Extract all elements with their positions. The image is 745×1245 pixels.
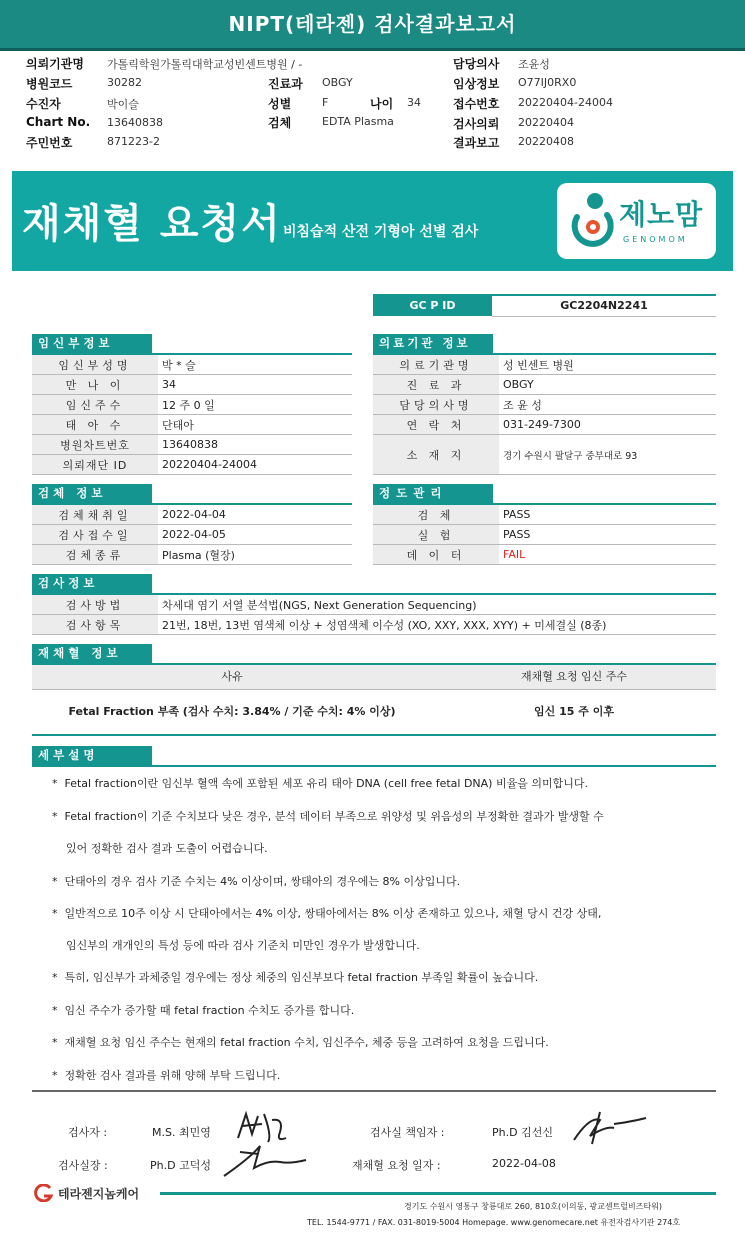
row-value: 20220404-24004 (158, 455, 352, 475)
header-label: 의뢰기관명 (26, 57, 84, 71)
detail-line: * 일반적으로 10주 이상 시 단태아에서는 4% 이상, 쌍태아에서는 8% 이상 존재하고 있으나, 채혈 당시 건강 상태, (52, 907, 602, 920)
genomom-logo-icon (567, 191, 615, 249)
row-value: 성 빈센트 병원 (499, 355, 716, 375)
redraw-weeks: 임신 15 주 이후 (534, 705, 614, 718)
genomom-logo (557, 183, 716, 259)
row-value: 031-249-7300 (499, 415, 716, 435)
report-title: NIPT(테라젠) 검사결과보고서 (0, 0, 745, 51)
section-title: 정도관리 (373, 484, 493, 503)
lab-head-label: 검사실 책임자 : (370, 1126, 445, 1139)
header-value: 20220408 (518, 135, 574, 148)
table-row (32, 595, 716, 615)
row-label: 실 험 (373, 525, 499, 545)
header-label: 성별 (268, 97, 292, 111)
redraw-date: 2022-04-08 (492, 1157, 556, 1170)
table-row (32, 545, 352, 565)
redraw-reason: Fetal Fraction 부족 (검사 수치: 3.84% / 기준 수치: 4% 이상) (68, 705, 396, 718)
row-label: 병원차트번호 (32, 435, 158, 455)
header-label: 임상정보 (453, 77, 500, 91)
gcpid-value: GC2204N2241 (492, 296, 716, 317)
row-value: 2022-04-04 (158, 505, 352, 525)
table-row (32, 375, 352, 395)
redraw-date-label: 재채혈 요청 일자 : (352, 1159, 441, 1172)
redraw-data-row (32, 690, 716, 736)
row-value: 단태아 (158, 415, 352, 435)
header-value: 13640838 (107, 116, 163, 129)
divider (160, 1192, 716, 1195)
table-row (373, 505, 716, 525)
test-info-section (32, 574, 716, 635)
header-value: 30282 (107, 76, 142, 89)
institution-table (373, 355, 716, 475)
header-label: 수진자 (26, 97, 61, 111)
header-label: 검사의뢰 (453, 117, 500, 131)
header-label: 나이 (370, 97, 394, 111)
row-value: 2022-04-05 (158, 525, 352, 545)
row-label: 검사접수일 (32, 525, 158, 545)
divider (32, 1090, 716, 1092)
lab-chief-name: Ph.D 고덕성 (150, 1159, 211, 1172)
footer-contact: TEL. 1544-9771 / FAX. 031-8019-5004 Homepage. www.genomecare.net 유전자검사기관 274호 (307, 1218, 681, 1227)
logo-subtext: GENOMOM (623, 235, 688, 244)
header-label: 접수번호 (453, 97, 500, 111)
table-row (373, 435, 716, 475)
detail-line: * 단태아의 경우 검사 기준 수치는 4% 이상이며, 쌍태아의 경우에는 8% 이상입니다. (52, 875, 461, 888)
table-row (32, 615, 716, 635)
detail-line: 있어 정확한 검사 결과 도출이 어렵습니다. (52, 842, 268, 855)
row-value: 34 (158, 375, 352, 395)
detail-line: * Fetal fraction이란 임신부 혈액 속에 포함된 세포 유리 태아 DNA (cell free fetal DNA) 비율을 의미합니다. (52, 777, 588, 790)
detail-line: 임신부의 개개인의 특성 등에 따라 검사 기준치 미만인 경우가 발생합니다. (52, 939, 420, 952)
lab-head-signature (570, 1106, 650, 1146)
row-label: 검체채취일 (32, 505, 158, 525)
row-label: 검체종류 (32, 545, 158, 565)
detail-line: * 정확한 검사 결과를 위해 양해 부탁 드립니다. (52, 1069, 281, 1082)
pregnant-section (32, 334, 352, 475)
qc-section (373, 484, 716, 565)
header-value: EDTA Plasma (322, 115, 394, 128)
table-row (373, 355, 716, 375)
qc-table (373, 505, 716, 565)
gcpid-label: GC P ID (373, 296, 492, 316)
table-row (32, 505, 352, 525)
header-label: 진료과 (268, 77, 303, 91)
detail-line: * 임신 주수가 증가할 때 fetal fraction 수치도 증가를 합니다. (52, 1004, 355, 1017)
header-label: 병원코드 (26, 77, 73, 91)
header-label: 검체 (268, 116, 292, 130)
header-label: 결과보고 (453, 136, 500, 150)
table-row (32, 355, 352, 375)
header-value: 34 (407, 96, 421, 109)
header-value: 20220404 (518, 116, 574, 129)
row-value: 12 주 0 일 (158, 395, 352, 415)
row-label: 담당의사명 (373, 395, 499, 415)
row-label: 검사방법 (32, 595, 158, 615)
row-label: 진 료 과 (373, 375, 499, 395)
detail-line: * Fetal fraction이 기준 수치보다 낮은 경우, 분석 데이터 부족으로 위양성 및 위음성의 부정확한 결과가 발생할 수 (52, 810, 604, 823)
section-title: 검체 정보 (32, 484, 152, 503)
row-value: 경기 수원시 팔달구 중부대로 93 (499, 435, 716, 475)
table-row (373, 395, 716, 415)
details-section (32, 746, 716, 767)
row-label: 의료기관명 (373, 355, 499, 375)
section-title: 재채혈 정보 (32, 644, 152, 663)
table-row (32, 395, 352, 415)
header-value: O77IJ0RX0 (518, 76, 577, 89)
table-row (32, 455, 352, 475)
redraw-col-weeks: 재채혈 요청 임신 주수 (520, 670, 628, 683)
row-label: 임신주수 (32, 395, 158, 415)
redraw-section (32, 644, 716, 736)
detail-line: * 특히, 임신부가 과체중일 경우에는 정상 체중의 임신부보다 fetal fraction 부족일 확률이 높습니다. (52, 971, 539, 984)
header-value: 조윤성 (518, 58, 550, 71)
table-row (373, 545, 716, 565)
row-label: 임신부성명 (32, 355, 158, 375)
divider (32, 765, 716, 767)
tester-label: 검사자 : (68, 1126, 108, 1139)
lab-chief-label: 검사실장 : (58, 1159, 108, 1172)
redraw-header-row (32, 665, 716, 690)
qc-fail-value: FAIL (499, 545, 716, 565)
section-title: 검사정보 (32, 574, 152, 593)
row-label: 연 락 처 (373, 415, 499, 435)
row-value: OBGY (499, 375, 716, 395)
lab-head-name: Ph.D 김선신 (492, 1126, 553, 1139)
table-row (32, 415, 352, 435)
banner-title: 재채혈 요청서 (22, 201, 282, 247)
row-label: 의뢰재단 ID (32, 455, 158, 475)
test-info-table (32, 595, 716, 635)
row-label: 소 재 지 (373, 435, 499, 475)
pregnant-table (32, 355, 352, 475)
logo-text: 제노맘 (619, 198, 704, 231)
table-row (373, 525, 716, 545)
lab-chief-signature (220, 1138, 310, 1182)
header-label: 주민번호 (26, 136, 73, 150)
header-value: 가톨릭학원가톨릭대학교성빈센트병원 / - (107, 58, 303, 71)
footer-address: 경기도 수원시 영통구 창룡대로 260, 810호(이의동, 광교센트럴비즈타워) (404, 1202, 663, 1211)
row-value: 조 윤 성 (499, 395, 716, 415)
header-value: OBGY (322, 76, 353, 89)
table-row (373, 415, 716, 435)
row-value: 박 * 슬 (158, 355, 352, 375)
row-label: 만 나 이 (32, 375, 158, 395)
row-value: Plasma (혈장) (158, 545, 352, 565)
header-value: 871223-2 (107, 135, 160, 148)
table-row (373, 375, 716, 395)
row-label: 검 체 (373, 505, 499, 525)
company-name: 테라젠지놈케어 (58, 1187, 140, 1201)
specimen-section (32, 484, 352, 565)
row-label: 데 이 터 (373, 545, 499, 565)
redraw-col-reason: 사유 (221, 670, 243, 683)
table-row (32, 435, 352, 455)
row-label: 태 아 수 (32, 415, 158, 435)
table-row (32, 525, 352, 545)
section-title: 의료기관 정보 (373, 334, 493, 353)
header-value: 박이슬 (107, 98, 139, 111)
section-title: 세부설명 (32, 746, 152, 765)
tester-name: M.S. 최민영 (152, 1126, 211, 1139)
row-value: PASS (499, 525, 716, 545)
company-logo-icon (32, 1184, 54, 1202)
row-value: 13640838 (158, 435, 352, 455)
banner-subtitle: 비침습적 산전 기형아 선별 검사 (283, 224, 479, 240)
institution-section (373, 334, 716, 475)
header-label: 담당의사 (453, 57, 500, 71)
row-value: 21번, 18번, 13번 염색체 이상 + 성염색체 이수성 (XO, XXY, XXX, XYY) + 미세결실 (8종) (158, 615, 716, 635)
header-value: F (322, 96, 329, 109)
row-label: 검사항목 (32, 615, 158, 635)
header-label: Chart No. (26, 115, 91, 129)
row-value: PASS (499, 505, 716, 525)
section-title: 임신부정보 (32, 334, 152, 353)
detail-line: * 재채혈 요청 임신 주수는 현재의 fetal fraction 수치, 임신주수, 체중 등을 고려하여 요청을 드립니다. (52, 1036, 549, 1049)
specimen-table (32, 505, 352, 565)
header-value: 20220404-24004 (518, 96, 613, 109)
row-value: 차세대 염기 서열 분석법(NGS, Next Generation Sequencing) (158, 595, 716, 615)
